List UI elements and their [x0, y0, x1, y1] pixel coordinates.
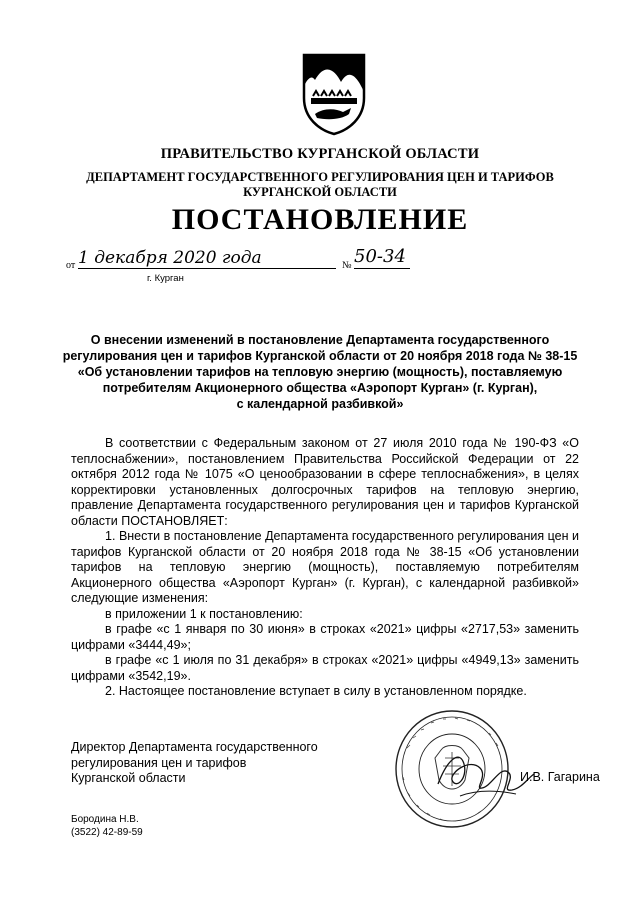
- number-prefix: №: [342, 260, 352, 271]
- government-name: ПРАВИТЕЛЬСТВО КУРГАНСКОЙ ОБЛАСТИ: [160, 146, 480, 162]
- subject-line: с календарной разбивкой»: [236, 397, 404, 411]
- handwritten-number: 50-34: [354, 246, 410, 269]
- signer-position-line: регулирования цен и тарифов: [71, 755, 247, 770]
- signer-name: И.В. Гагарина: [520, 770, 600, 784]
- city: г. Курган: [147, 273, 184, 284]
- department-name: [0, 170, 640, 200]
- signer-position-line: Курганской области: [71, 771, 186, 785]
- department-name-line2: КУРГАНСКОЙ ОБЛАСТИ: [243, 185, 397, 199]
- contact-phone: (3522) 42-89-59: [71, 827, 143, 838]
- document-type-title: ПОСТАНОВЛЕНИЕ: [171, 203, 469, 236]
- coat-of-arms-icon: [301, 52, 367, 136]
- date-prefix: от: [66, 260, 76, 271]
- contact-name: Бородина Н.В.: [71, 814, 139, 825]
- paragraph-item-1: 1. Внести в постановление Департамента государственного регулирования цен и тарифов Курганской области от 20 ноября 2018 года № 38-15 «Об установлении тарифов на тепловую энергию (мощность), поставляемую потребителям Акционерного общества «Аэропорт Курган» (г. Курган), с календарной разбивкой» следующие изменения:: [71, 529, 579, 605]
- subject-line: регулирования цен и тарифов Курганской области от 20 ноября 2018 года № 38-15: [62, 349, 578, 363]
- document-body: [71, 436, 579, 700]
- document-subject: [60, 332, 580, 412]
- paragraph-item-2: 2. Настоящее постановление вступает в силу в установленном порядке.: [105, 684, 527, 698]
- contact-info: [71, 813, 143, 839]
- paragraph-appendix: в приложении 1 к постановлению:: [105, 606, 303, 621]
- subject-line: «Об установлении тарифов на тепловую энергию (мощность), поставляемую: [77, 365, 563, 379]
- department-name-line1: ДЕПАРТАМЕНТ ГОСУДАРСТВЕННОГО РЕГУЛИРОВАНИЯ ЦЕН И ТАРИФОВ: [86, 170, 554, 184]
- paragraph-change-1: в графе «с 1 января по 30 июня» в строках «2021» цифры «2717,53» заменить цифрами «3444,49»;: [71, 622, 579, 652]
- signer-position: [71, 740, 351, 787]
- handwritten-date: 1 декабря 2020 года: [78, 248, 336, 269]
- subject-line: потребителям Акционерного общества «Аэропорт Курган» (г. Курган),: [102, 381, 538, 395]
- paragraph-preamble: В соответствии с Федеральным законом от 27 июля 2010 года № 190-ФЗ «О теплоснабжении», постановлением Правительства Российской Федерации от 22 октября 2012 года № 1075 «О ценообразовании в сфере теплоснабжения», в целях корректировки установленных долгосрочных тарифов на тепловую энергию, правление Департамента государственного регулирования цен и тарифов Курганской области ПОСТАНОВЛЯЕТ:: [71, 436, 579, 528]
- signer-position-line: Директор Департамента государственного: [71, 740, 318, 754]
- subject-line: О внесении изменений в постановление Департамента государственного: [90, 333, 550, 347]
- paragraph-change-2: в графе «с 1 июля по 31 декабря» в строках «2021» цифры «4949,13» заменить цифрами «3542,19».: [71, 653, 579, 683]
